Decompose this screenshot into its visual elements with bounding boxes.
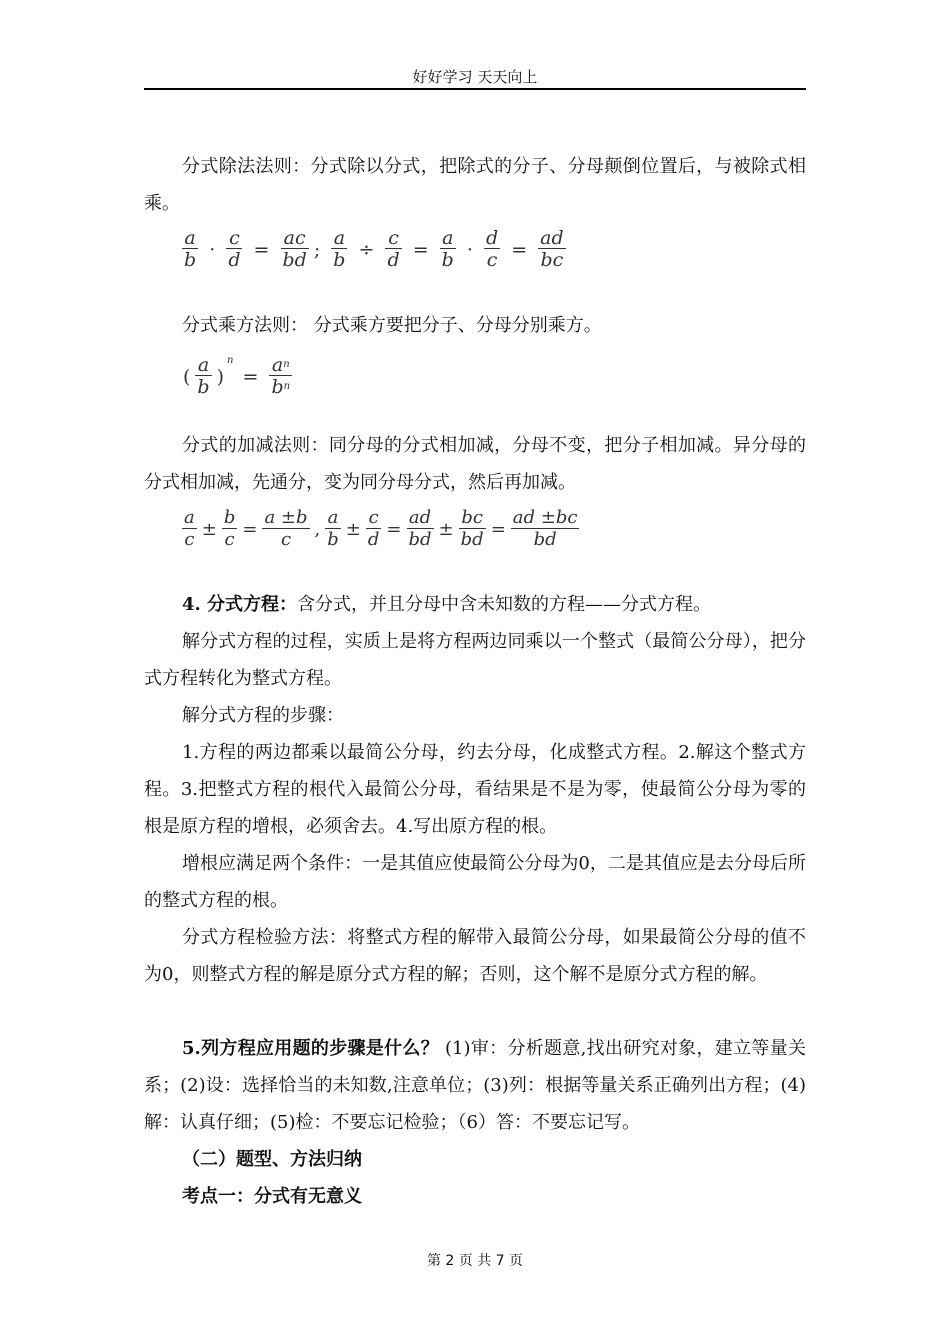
exponent: n bbox=[283, 381, 291, 392]
formula-add-subtract bbox=[180, 508, 581, 551]
op-pm: ± bbox=[345, 519, 361, 540]
frac-den: bc bbox=[540, 249, 564, 271]
op-semicolon: ; bbox=[313, 238, 321, 261]
frac-num: a bbox=[195, 355, 211, 376]
exponent: n bbox=[283, 359, 290, 370]
op-eq: = bbox=[242, 519, 258, 540]
check-method: 分式方程检验方法：将整式方程的解带入最简公分母，如果最简公分母的值不为0，则整式方程的解是原分式方程的解；否则，这个解不是原分式方程的解。 bbox=[144, 927, 806, 985]
frac-den: b bbox=[327, 529, 339, 550]
frac-den: b bbox=[197, 376, 210, 398]
frac-den: bd bbox=[460, 529, 484, 550]
frac-den: c bbox=[224, 529, 235, 550]
frac-num: c bbox=[366, 508, 382, 529]
op-eq: = bbox=[253, 238, 270, 261]
frac-num: ac bbox=[281, 228, 309, 249]
section-5-body: (1)审：分析题意,找出研究对象，建立等量关系；(2)设：选择恰当的未知数,注意单位；(3)列：根据等量关系正确列出方程；(4)解：认真仔细；(5)检：不要忘记检验；（6）答：不要忘记写。 bbox=[144, 1038, 806, 1133]
steps-title: 解分式方程的步骤： bbox=[182, 705, 344, 726]
op-dot: · bbox=[209, 238, 216, 261]
frac-num: c bbox=[385, 228, 401, 249]
frac-num: a bbox=[331, 228, 347, 249]
frac-den: d bbox=[228, 249, 241, 271]
op-div: ÷ bbox=[358, 238, 375, 261]
frac-den: c bbox=[280, 529, 292, 550]
frac-num: b bbox=[223, 507, 236, 528]
frac-den: bd bbox=[533, 529, 557, 550]
power-rule: 分式乘方法则： 分式乘方要把分子、分母分别乘方。 bbox=[182, 315, 602, 336]
frac-num: ad bbox=[407, 508, 434, 529]
op-eq: = bbox=[242, 365, 259, 388]
section-4-title: 4. 分式方程： bbox=[182, 594, 298, 615]
frac-den: bd bbox=[408, 529, 432, 550]
exponent: n bbox=[227, 355, 234, 366]
op-comma: , bbox=[314, 519, 321, 540]
point-1-title: 考点一：分式有无意义 bbox=[182, 1186, 362, 1207]
frac-num: ad bbox=[540, 227, 564, 249]
frac-den: b bbox=[184, 249, 197, 271]
frac-num: c bbox=[226, 228, 242, 249]
word-problem-steps bbox=[144, 1030, 806, 1141]
op-lparen: ( bbox=[183, 365, 191, 388]
header-divider bbox=[144, 88, 806, 90]
op-pm: ± bbox=[201, 519, 217, 540]
division-rule: 分式除法法则：分式除以分式，把除式的分子、分母颠倒位置后，与被除式相乘。 bbox=[144, 156, 806, 214]
frac-num: a bbox=[271, 354, 284, 376]
frac-num: a bbox=[440, 228, 456, 249]
frac-den: bd bbox=[282, 249, 307, 271]
section-5-title: 5.列方程应用题的步骤是什么？ bbox=[182, 1038, 440, 1059]
section-4-def: 含分式，并且分母中含未知数的方程——分式方程。 bbox=[297, 594, 712, 615]
frac-den: c bbox=[486, 249, 498, 271]
op-eq: = bbox=[386, 519, 402, 540]
frac-den: b bbox=[271, 376, 284, 398]
fractional-equation-definition bbox=[144, 586, 806, 623]
op-eq: = bbox=[490, 519, 506, 540]
op-pm: ± bbox=[438, 519, 454, 540]
solving-steps: 1.方程的两边都乘以最简公分母，约去分母，化成整式方程。2.解这个整式方程。3.把整式方程的根代入最简公分母，看结果是不是为零，使最简公分母为零的根是原方程的增根，必须舍去。4.写出原方程的根。 bbox=[144, 742, 806, 837]
op-dot: · bbox=[466, 238, 473, 261]
frac-den: b bbox=[333, 249, 346, 271]
frac-num: ad ±bc bbox=[512, 507, 578, 528]
formula-power bbox=[180, 355, 294, 398]
frac-num: d bbox=[485, 227, 499, 249]
addsub-rule: 分式的加减法则：同分母的分式相加减，分母不变，把分子相加减。异分母的分式相加减，先通分，变为同分母分式，然后再加减。 bbox=[144, 435, 806, 493]
frac-num: a bbox=[182, 228, 198, 249]
solving-process: 解分式方程的过程，实质上是将方程两边同乘以一个整式（最简公分母），把分式方程转化为整式方程。 bbox=[144, 631, 806, 689]
frac-num: bc bbox=[459, 508, 486, 529]
extraneous-root-conditions: 增根应满足两个条件：一是其值应使最简公分母为0，二是其值应是去分母后所的整式方程的根。 bbox=[144, 853, 806, 911]
op-eq: = bbox=[412, 238, 429, 261]
frac-den: d bbox=[387, 249, 400, 271]
frac-num: a bbox=[325, 508, 341, 529]
page-header: 好好学习 天天向上 bbox=[412, 68, 538, 86]
frac-den: c bbox=[184, 529, 195, 550]
frac-num: a ±b bbox=[264, 507, 308, 528]
page-footer: 第 2 页 共 7 页 bbox=[426, 1253, 524, 1269]
frac-den: d bbox=[367, 529, 380, 550]
formula-multiply-divide bbox=[180, 228, 568, 271]
part-2-title: （二）题型、方法归纳 bbox=[182, 1149, 362, 1170]
op-rparen: ) bbox=[216, 365, 225, 388]
frac-num: a bbox=[184, 507, 195, 528]
op-eq: = bbox=[511, 238, 528, 261]
frac-den: b bbox=[441, 249, 454, 271]
